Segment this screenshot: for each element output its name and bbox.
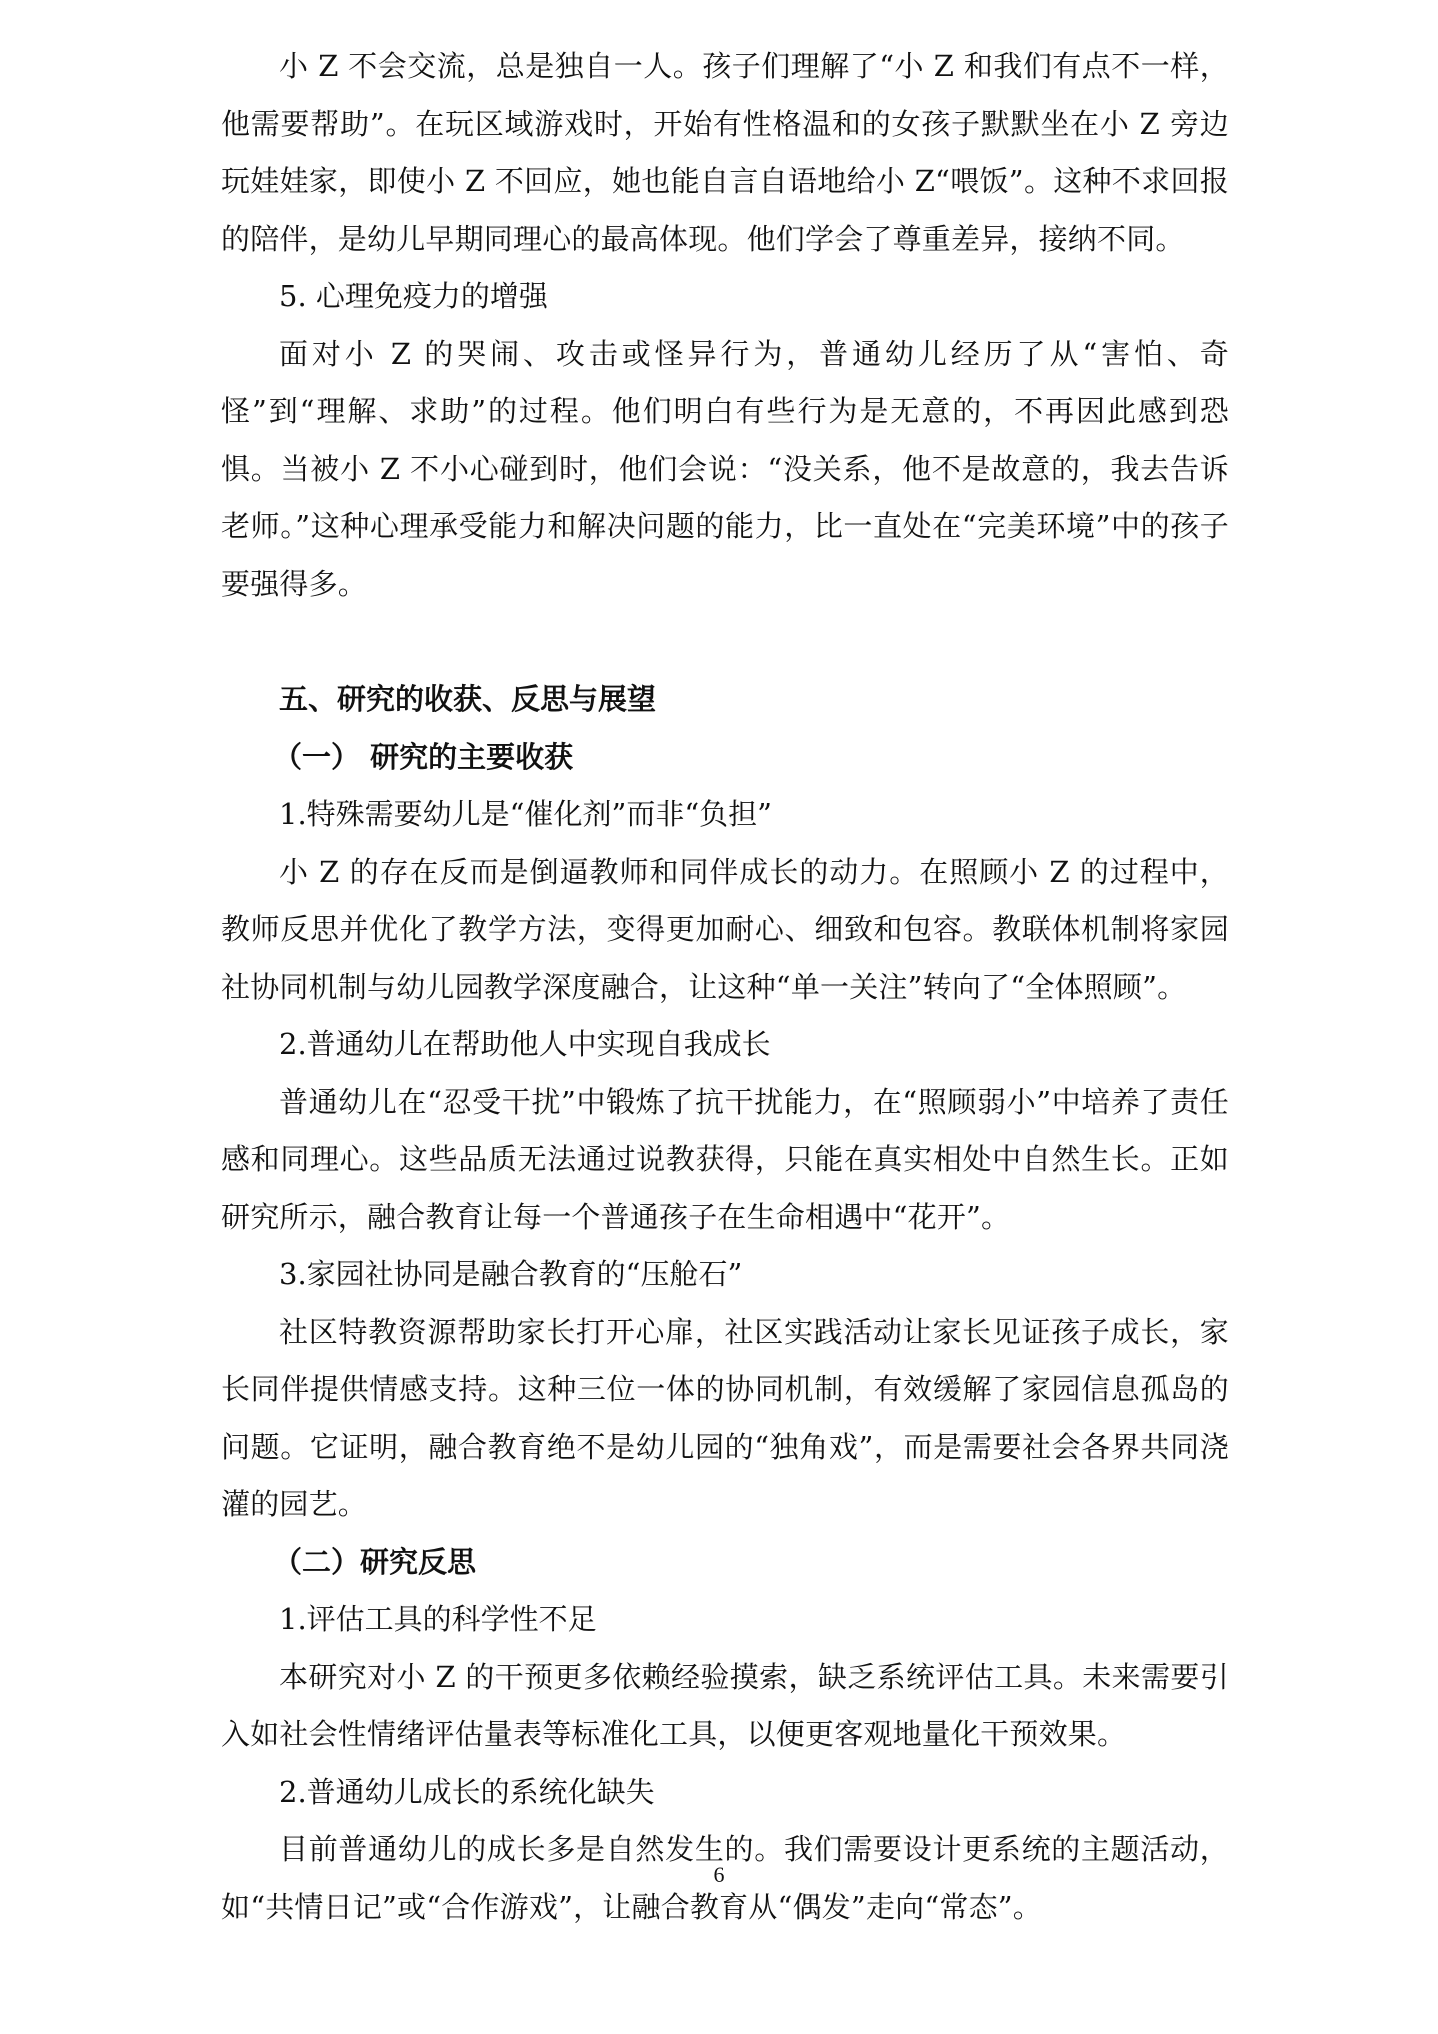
- item-heading-catalyst: 1.特殊需要幼儿是“催化剂”而非“负担”: [279, 797, 772, 831]
- paragraph-assessment-tools: 本研究对小 Z 的干预更多依赖经验摸索，缺乏系统评估工具。未来需要引入如社会性情绪评估量表等标准化工具，以便更客观地量化干预效果。: [221, 1659, 1229, 1751]
- document-body: [221, 38, 1229, 1936]
- subsection-heading-main-gains: （一） 研究的主要收获: [273, 739, 574, 774]
- paragraph-self-growth: 普通幼儿在“忍受干扰”中锻炼了抗干扰能力，在“照顾弱小”中培养了责任感和同理心。这些品质无法通过说教获得，只能在真实相处中自然生长。正如研究所示，融合教育让每一个普通孩子在生命相遇中“花开”。: [221, 1084, 1229, 1234]
- paragraph-systematization: 目前普通幼儿的成长多是自然发生的。我们需要设计更系统的主题活动，如“共情日记”或“合作游戏”，让融合教育从“偶发”走向“常态”。: [221, 1832, 1229, 1924]
- paragraph-catalyst: 小 Z 的存在反而是倒逼教师和同伴成长的动力。在照顾小 Z 的过程中，教师反思并优化了教学方法，变得更加耐心、细致和包容。教联体机制将家园社协同机制与幼儿园教学深度融合，让这种“单一关注”转向了“全体照顾”。: [221, 854, 1229, 1004]
- item-heading-assessment-tools: 1.评估工具的科学性不足: [279, 1602, 597, 1636]
- section-gap: [221, 613, 1229, 671]
- paragraph-peer-companionship: 小 Z 不会交流，总是独自一人。孩子们理解了“小 Z 和我们有点不一样，他需要帮助”。在玩区域游戏时，开始有性格温和的女孩子默默坐在小 Z 旁边玩娃娃家，即使小 Z 不回应，她也能自言自语地给小 Z“喂饭”。这种不求回报的陪伴，是幼儿早期同理心的最高体现。他们学会了尊重差异，接纳不同。: [221, 49, 1229, 256]
- page-number: 6: [713, 1862, 725, 1887]
- item-heading-systematization: 2.普通幼儿成长的系统化缺失: [279, 1774, 655, 1809]
- item-heading-collaboration: 3.家园社协同是融合教育的“压舱石”: [279, 1257, 743, 1291]
- heading-psychological-immunity: 5. 心理免疫力的增强: [279, 279, 548, 313]
- paragraph-collaboration: 社区特教资源帮助家长打开心扉，社区实践活动让家长见证孩子成长，家长同伴提供情感支持。这种三位一体的协同机制，有效缓解了家园信息孤岛的问题。它证明，融合教育绝不是幼儿园的“独角戏”，而是需要社会各界共同浇灌的园艺。: [221, 1314, 1229, 1521]
- item-heading-self-growth: 2.普通幼儿在帮助他人中实现自我成长: [279, 1027, 771, 1061]
- section-heading-five: 五、研究的收获、反思与展望: [279, 682, 657, 716]
- subsection-heading-reflection: （二）研究反思: [273, 1544, 477, 1579]
- paragraph-psychological-immunity: 面对小 Z 的哭闹、攻击或怪异行为，普通幼儿经历了从“害怕、奇怪”到“理解、求助”的过程。他们明白有些行为是无意的，不再因此感到恐惧。当被小 Z 不小心碰到时，他们会说：“没关系，他不是故意的，我去告诉老师。”这种心理承受能力和解决问题的能力，比一直处在“完美环境”中的孩子要强得多。: [221, 336, 1229, 601]
